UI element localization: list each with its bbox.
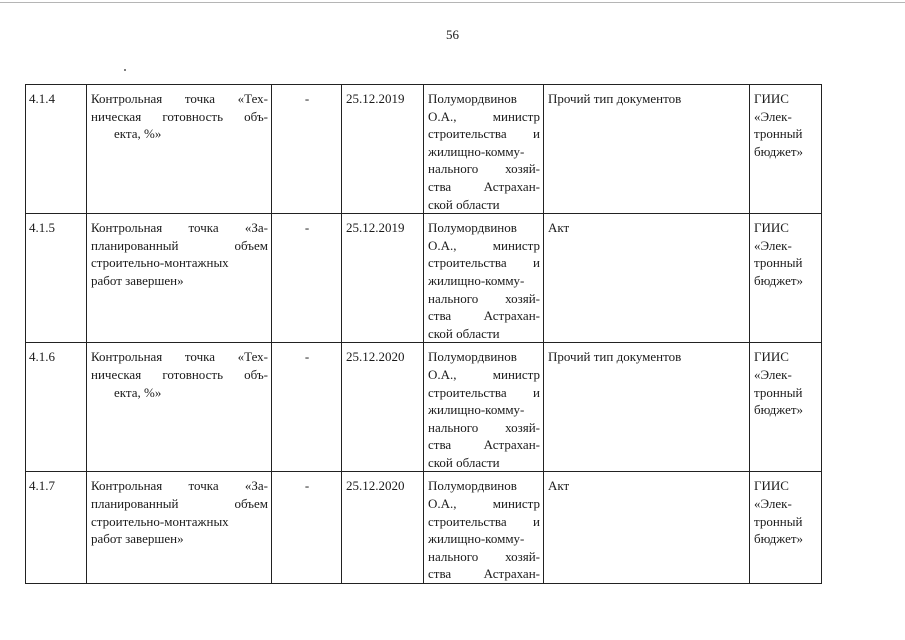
table-body (26, 85, 822, 584)
name-line: строительно-монтажных (91, 513, 229, 529)
name-line: Контрольная точка «За- (91, 478, 268, 494)
control-point-name (87, 472, 272, 584)
page-number: 56 (446, 27, 459, 42)
resp-line: строительства и (428, 126, 540, 142)
system-line: бюджет» (754, 143, 804, 159)
table-row (26, 472, 822, 584)
name-line: екта, %» (114, 384, 162, 400)
name-line: работ завершен» (91, 272, 184, 288)
table-row (26, 214, 822, 343)
name-line: строительно-монтажных (91, 255, 229, 271)
system-line: бюджет» (754, 531, 804, 547)
due-date: 25.12.2020 (342, 343, 424, 472)
name-line: планированный объем (91, 496, 268, 512)
system-line: ГИИС (754, 478, 789, 494)
name-line: Контрольная точка «Тех- (91, 349, 268, 365)
system-line: ГИИС (754, 349, 789, 365)
system-line: ГИИС (754, 220, 789, 236)
system-line: «Элек- (754, 108, 792, 124)
system-line: «Элек- (754, 496, 792, 512)
document-type: Прочий тип документов (544, 343, 750, 472)
control-point-name (87, 85, 272, 214)
responsible-person (424, 343, 544, 472)
system-line: «Элек- (754, 237, 792, 253)
information-system (750, 85, 822, 214)
start-date-placeholder: - (272, 343, 342, 472)
resp-line: ской области (428, 454, 500, 470)
name-line: ническая готовность объ- (91, 108, 268, 124)
resp-line: жилищно-комму- (428, 531, 525, 547)
resp-line: строительства и (428, 513, 540, 529)
name-line: планированный объем (91, 237, 268, 253)
system-line: тронный (754, 126, 803, 142)
system-line: бюджет» (754, 402, 804, 418)
responsible-person (424, 85, 544, 214)
control-point-name (87, 343, 272, 472)
resp-line: строительства и (428, 255, 540, 271)
page-top-rule (0, 2, 905, 3)
name-line: Контрольная точка «За- (91, 220, 268, 236)
resp-line: нального хозяй- (428, 290, 540, 306)
item-number: 4.1.7 (26, 472, 87, 584)
resp-line: О.А., министр (428, 366, 540, 382)
due-date: 25.12.2020 (342, 472, 424, 584)
due-date: 25.12.2019 (342, 85, 424, 214)
information-system (750, 472, 822, 584)
name-line: Контрольная точка «Тех- (91, 91, 268, 106)
document-type: Акт (544, 472, 750, 584)
item-number: 4.1.4 (26, 85, 87, 214)
system-line: «Элек- (754, 366, 792, 382)
item-number: 4.1.6 (26, 343, 87, 472)
information-system (750, 214, 822, 343)
resp-line: жилищно-комму- (428, 272, 525, 288)
resp-line: ства Астрахан- (428, 437, 540, 453)
resp-line: О.А., министр (428, 237, 540, 253)
name-line: ническая готовность объ- (91, 366, 268, 382)
resp-line: жилищно-комму- (428, 402, 525, 418)
system-line: тронный (754, 255, 803, 271)
document-type: Акт (544, 214, 750, 343)
control-point-name (87, 214, 272, 343)
responsible-person (424, 214, 544, 343)
scan-speck (124, 69, 126, 71)
resp-line: ства Астрахан- (428, 178, 540, 194)
resp-line: ской области (428, 325, 500, 341)
due-date: 25.12.2019 (342, 214, 424, 343)
resp-line: нального хозяй- (428, 548, 540, 564)
table-row (26, 343, 822, 472)
resp-line: ской области (428, 196, 500, 212)
resp-line: строительства и (428, 384, 540, 400)
resp-line: ства Астрахан- (428, 566, 540, 582)
resp-line: ства Астрахан- (428, 308, 540, 324)
system-line: ГИИС (754, 91, 789, 106)
system-line: тронный (754, 384, 803, 400)
name-line: екта, %» (114, 126, 162, 142)
item-number: 4.1.5 (26, 214, 87, 343)
resp-line: Полумордвинов (428, 220, 517, 236)
resp-line: Полумордвинов (428, 349, 517, 365)
resp-line: нального хозяй- (428, 161, 540, 177)
document-type: Прочий тип документов (544, 85, 750, 214)
resp-line: Полумордвинов (428, 91, 517, 106)
control-points-table (25, 84, 822, 584)
resp-line: нального хозяй- (428, 419, 540, 435)
system-line: тронный (754, 513, 803, 529)
system-line: бюджет» (754, 272, 804, 288)
resp-line: О.А., министр (428, 496, 540, 512)
resp-line: жилищно-комму- (428, 143, 525, 159)
resp-line: Полумордвинов (428, 478, 517, 494)
resp-line: О.А., министр (428, 108, 540, 124)
responsible-person (424, 472, 544, 584)
start-date-placeholder: - (272, 214, 342, 343)
information-system (750, 343, 822, 472)
name-line: работ завершен» (91, 531, 184, 547)
start-date-placeholder: - (272, 472, 342, 584)
start-date-placeholder: - (272, 85, 342, 214)
table-row (26, 85, 822, 214)
